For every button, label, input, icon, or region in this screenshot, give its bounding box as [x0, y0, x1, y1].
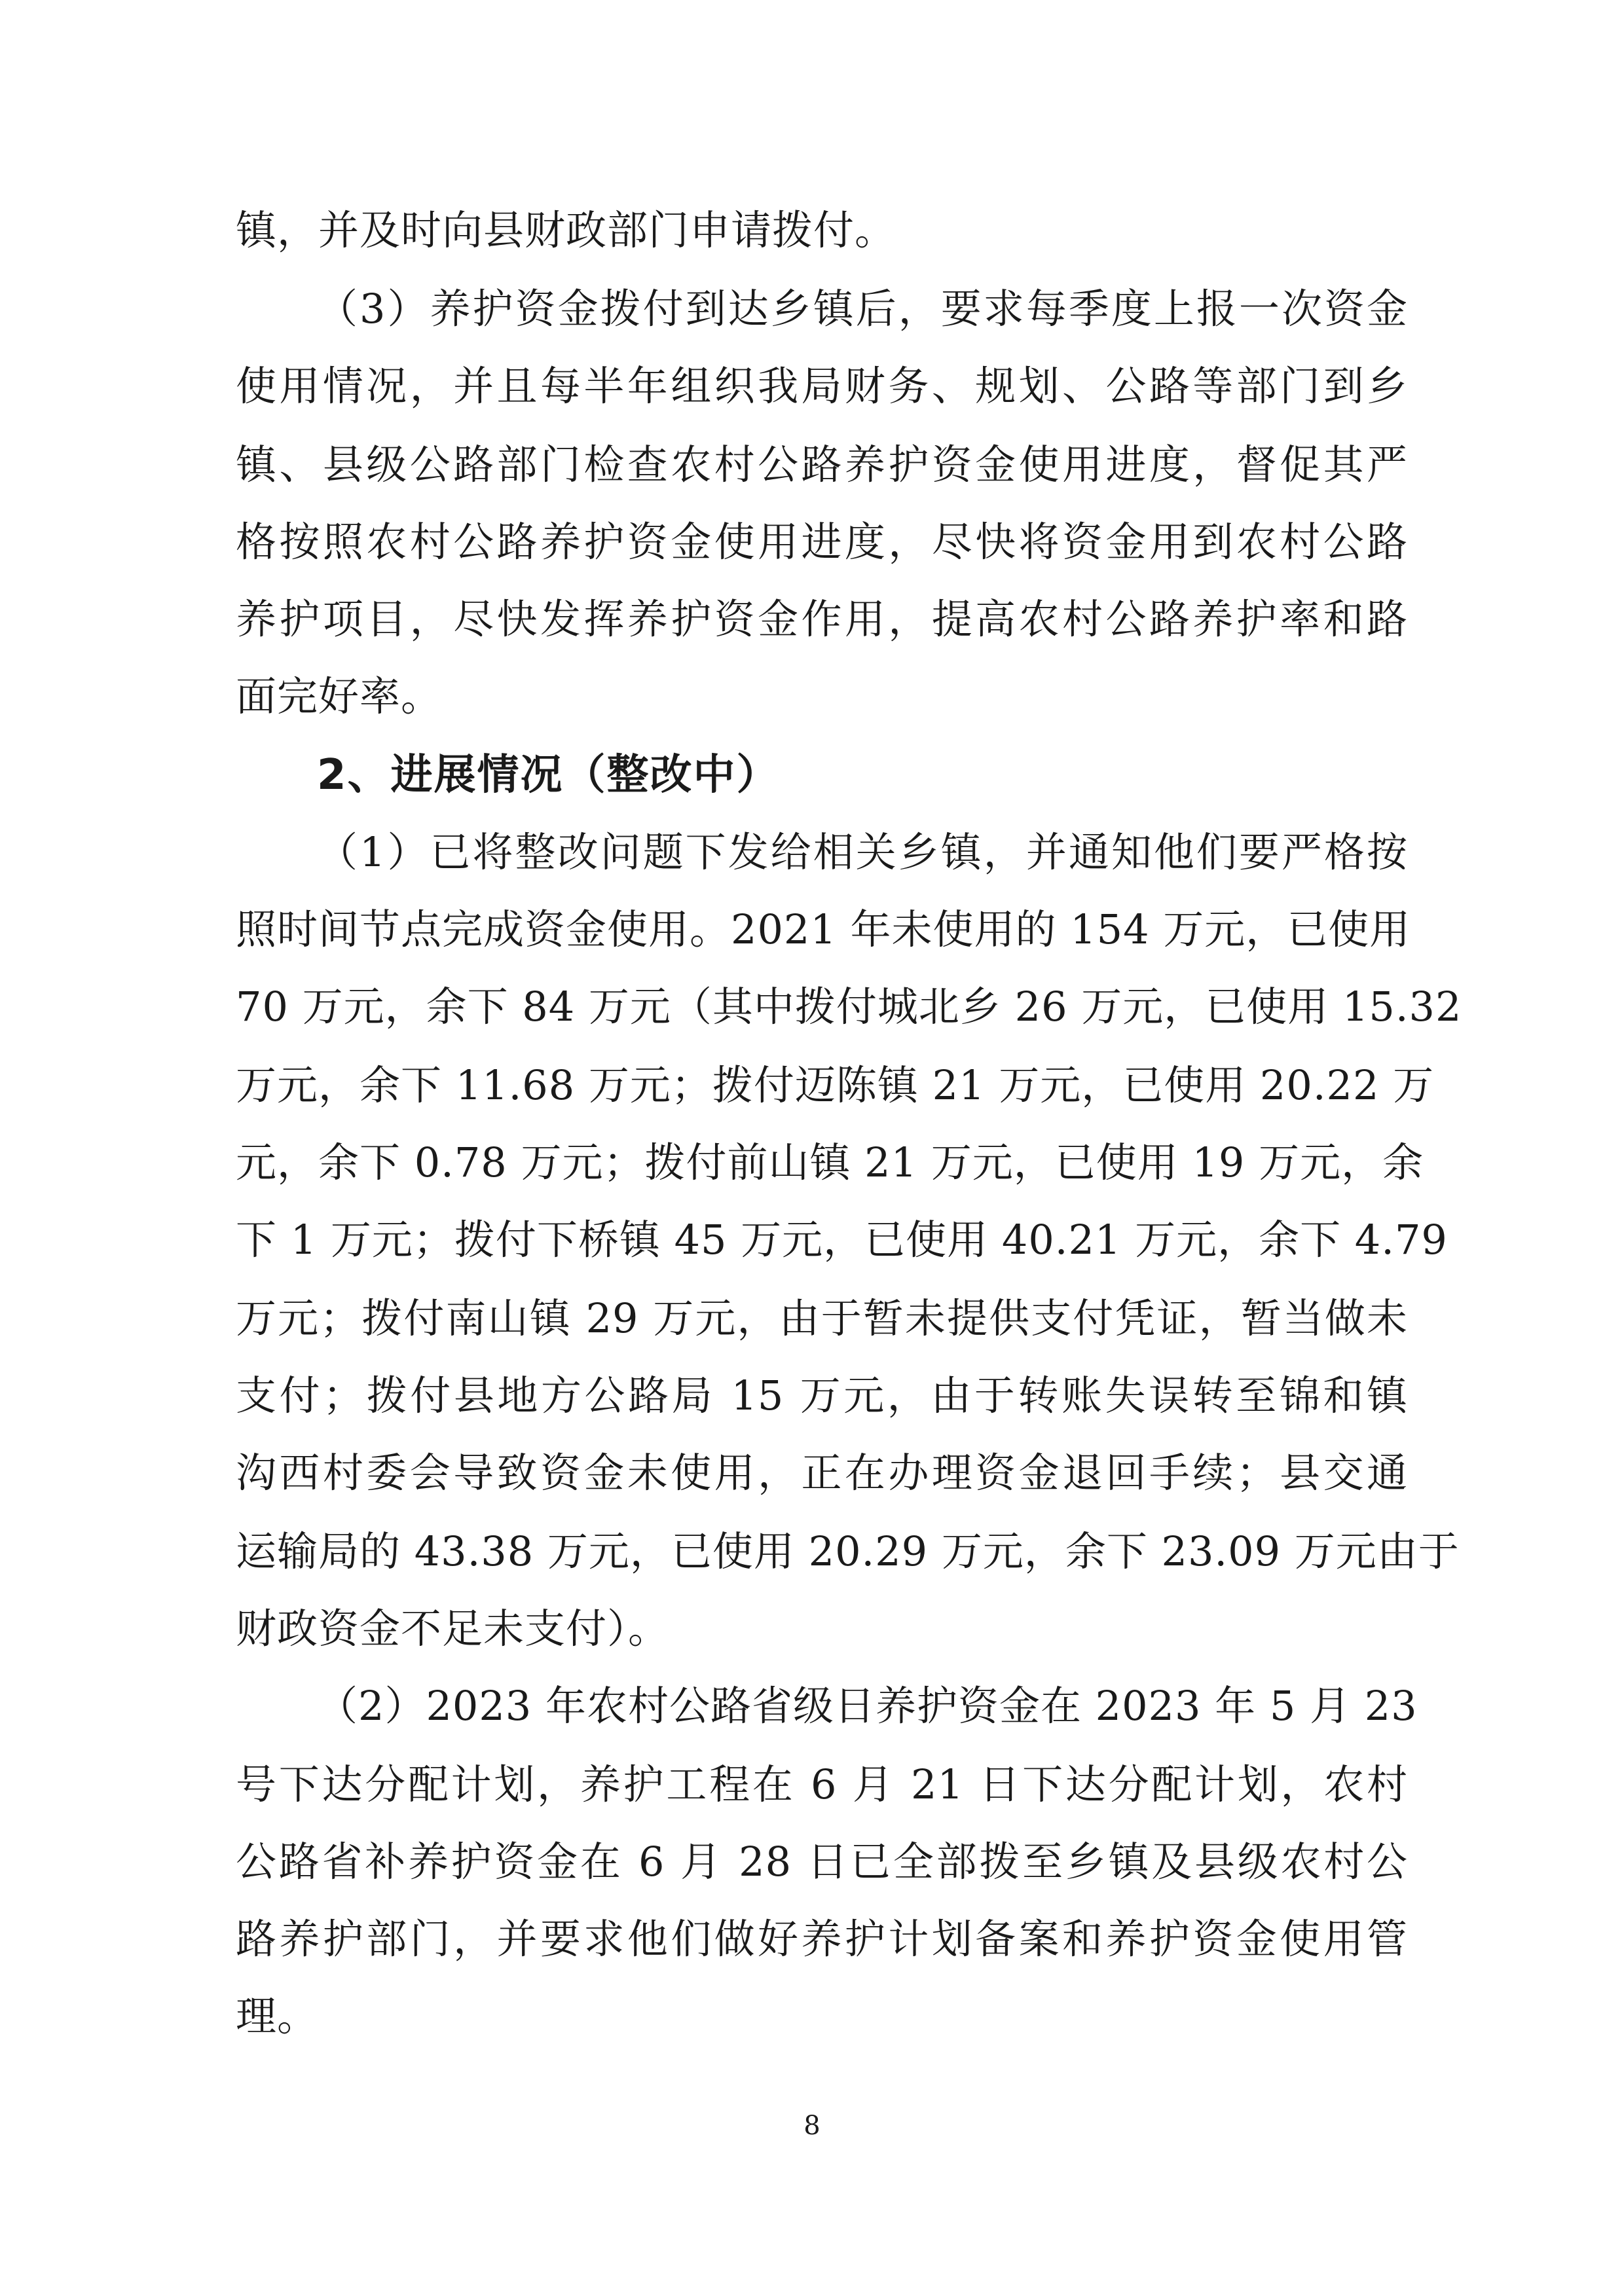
text-line: 号下达分配计划，养护工程在 6 月 21 日下达分配计划，农村: [236, 1760, 1408, 1808]
text-line: （1）已将整改问题下发给相关乡镇，并通知他们要严格按: [317, 828, 1408, 876]
text-line: 照时间节点完成资金使用。2021 年未使用的 154 万元，已使用: [236, 905, 1411, 953]
text-line: 使用情况，并且每半年组织我局财务、规划、公路等部门到乡: [236, 362, 1408, 410]
text-line: 支付；拨付县地方公路局 15 万元，由于转账失误转至锦和镇: [236, 1372, 1408, 1419]
text-line: 财政资金不足未支付）。: [236, 1605, 670, 1652]
text-line: 70 万元，余下 84 万元（其中拨付城北乡 26 万元，已使用 15.32: [236, 983, 1462, 1030]
text-line: 万元；拨付南山镇 29 万元，由于暂未提供支付凭证，暂当做未: [236, 1294, 1408, 1342]
text-line: （2）2023 年农村公路省级日养护资金在 2023 年 5 月 23: [317, 1682, 1418, 1730]
text-line: 理。: [236, 1992, 319, 2040]
text-line: 路养护部门，并要求他们做好养护计划备案和养护资金使用管: [236, 1915, 1408, 1963]
text-line: （3）养护资金拨付到达乡镇后，要求每季度上报一次资金: [317, 285, 1408, 333]
text-line: 沟西村委会导致资金未使用，正在办理资金退回手续；县交通: [236, 1449, 1408, 1497]
section-heading: 2、进展情况（整改中）: [317, 751, 780, 799]
text-line: 镇、县级公路部门检查农村公路养护资金使用进度，督促其严: [236, 441, 1408, 488]
text-line: 公路省补养护资金在 6 月 28 日已全部拨至乡镇及县级农村公: [236, 1838, 1408, 1886]
text-line: 运输局的 43.38 万元，已使用 20.29 万元，余下 23.09 万元由于: [236, 1527, 1460, 1575]
page-number: 8: [803, 2111, 821, 2141]
text-line: 面完好率。: [236, 672, 443, 720]
text-line: 万元，余下 11.68 万元；拨付迈陈镇 21 万元，已使用 20.22 万: [236, 1061, 1435, 1109]
text-line: 下 1 万元；拨付下桥镇 45 万元，已使用 40.21 万元，余下 4.79: [236, 1216, 1448, 1264]
text-line: 养护项目，尽快发挥养护资金作用，提高农村公路养护率和路: [236, 595, 1408, 643]
text-line: 格按照农村公路养护资金使用进度，尽快将资金用到农村公路: [236, 518, 1408, 566]
text-line: 镇，并及时向县财政部门申请拨付。: [236, 206, 896, 254]
text-line: 元，余下 0.78 万元；拨付前山镇 21 万元，已使用 19 万元，余: [236, 1139, 1424, 1186]
